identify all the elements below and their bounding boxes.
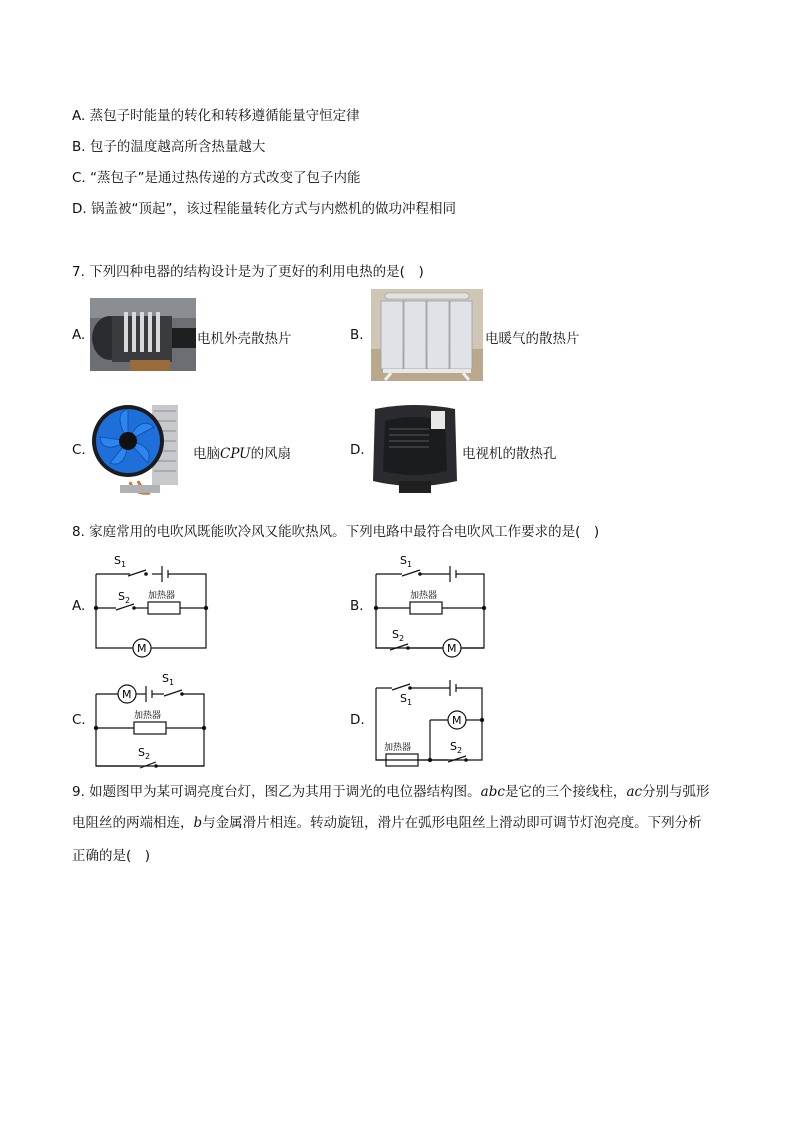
cpu-fan-image bbox=[90, 397, 190, 500]
switch-s1-label: $S_1$ bbox=[400, 554, 413, 569]
q9-line1-c: 分别与弧形 bbox=[642, 784, 710, 800]
q8-stem: 8. 家庭常用的电吹风既能吹冷风又能吹热风。下列电路中最符合电吹风工作要求的是( ) bbox=[72, 524, 600, 540]
switch-s2-label: $S_2$ bbox=[392, 628, 405, 643]
q7-stem: 7. 下列四种电器的结构设计是为了更好的利用电热的是( ) bbox=[72, 264, 424, 280]
q6-option-d: D. 锅盖被“顶起”，该过程能量转化方式与内燃机的做功冲程相同 bbox=[72, 201, 456, 217]
q7-option-a-text: 电机外壳散热片 bbox=[197, 331, 292, 347]
motor-label: M bbox=[137, 642, 147, 655]
q9-line2-b: 与金属滑片相连。转动旋钮，滑片在弧形电阻丝上滑动即可调节灯泡亮度。下列分析 bbox=[202, 815, 702, 831]
q6-option-a: A. 蒸包子时能量的转化和转移遵循能量守恒定律 bbox=[72, 108, 360, 124]
q7-option-d-letter: D. bbox=[350, 442, 365, 458]
q7-option-b-text: 电暖气的散热片 bbox=[485, 331, 580, 347]
heater-radiator-image bbox=[371, 289, 483, 381]
motor-label: M bbox=[452, 714, 462, 727]
q9-line1-a: 9. 如题图甲为某可调亮度台灯，图乙为其用于调光的电位器结构图。 bbox=[72, 784, 481, 800]
q7-option-c-post: 的风扇 bbox=[250, 446, 292, 462]
q7-option-c-pre: 电脑 bbox=[193, 446, 220, 462]
q7-option-c-text bbox=[193, 442, 291, 462]
q7-option-d-text: 电视机的散热孔 bbox=[462, 446, 557, 462]
circuit-d bbox=[370, 670, 490, 770]
motor-heatsink-image bbox=[90, 298, 196, 371]
q9-line1-b: 是它的三个接线柱， bbox=[504, 784, 627, 800]
motor-label: M bbox=[122, 688, 132, 701]
switch-s1-label: $S_1$ bbox=[114, 554, 127, 569]
q9-b: b bbox=[193, 815, 203, 831]
heater-label: 加热器 bbox=[410, 591, 438, 601]
heater-label: 加热器 bbox=[134, 711, 162, 721]
q9-line-2 bbox=[72, 811, 702, 831]
q9-line-3: 正确的是( ) bbox=[72, 848, 151, 864]
q6-option-b: B. 包子的温度越高所含热量越大 bbox=[72, 139, 266, 155]
q6-option-c: C. “蒸包子”是通过热传递的方式改变了包子内能 bbox=[72, 170, 361, 186]
switch-s1-label: $S_1$ bbox=[400, 692, 413, 707]
switch-s1-label: $S_1$ bbox=[162, 672, 175, 687]
q9-abc: abc bbox=[480, 784, 505, 800]
motor-label: M bbox=[447, 642, 457, 655]
q7-option-b-letter: B. bbox=[350, 327, 364, 343]
circuit-a bbox=[90, 550, 210, 660]
circuit-c bbox=[90, 668, 210, 773]
switch-s2-label: $S_2$ bbox=[138, 746, 151, 761]
cpu-term: CPU bbox=[220, 446, 251, 462]
q8-option-c-letter: C. bbox=[72, 712, 86, 728]
q9-line-1 bbox=[72, 780, 710, 800]
heater-label: 加热器 bbox=[148, 591, 176, 601]
q8-option-b-letter: B. bbox=[350, 598, 364, 614]
tv-back-image bbox=[369, 401, 461, 497]
q7-option-c-letter: C. bbox=[72, 442, 86, 458]
switch-s2-label: $S_2$ bbox=[118, 590, 131, 605]
switch-s2-label: $S_2$ bbox=[450, 740, 463, 755]
circuit-b bbox=[370, 550, 490, 660]
heater-label: 加热器 bbox=[384, 743, 412, 753]
q9-ac: ac bbox=[626, 784, 643, 800]
q7-option-a-letter: A. bbox=[72, 327, 86, 343]
q8-option-a-letter: A. bbox=[72, 598, 86, 614]
q9-line2-a: 电阻丝的两端相连， bbox=[72, 815, 194, 831]
q8-option-d-letter: D. bbox=[350, 712, 365, 728]
